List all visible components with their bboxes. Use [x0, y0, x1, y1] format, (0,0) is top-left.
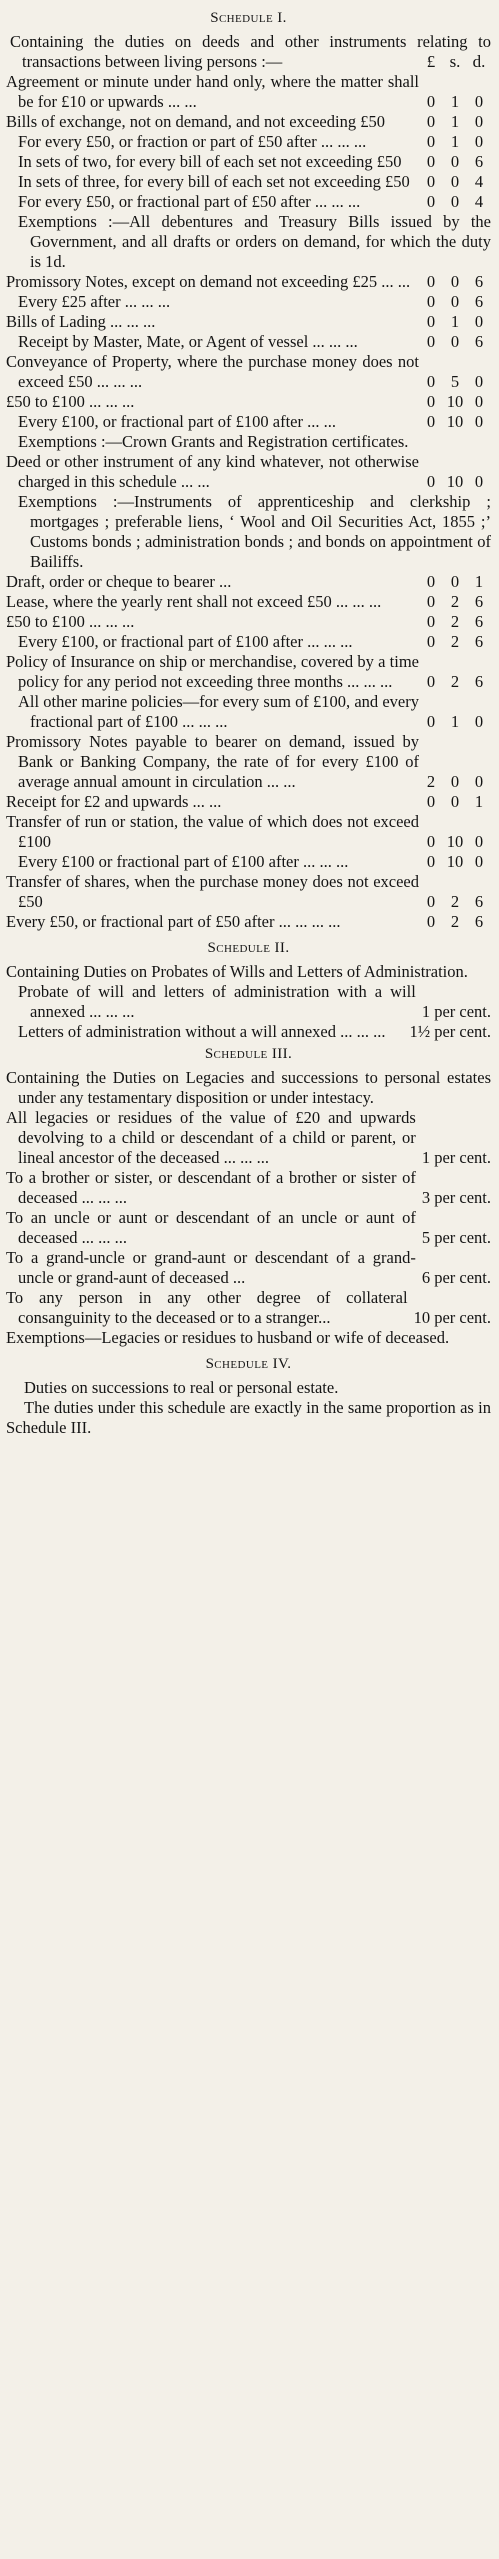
- schedule-3-items: [6, 1108, 491, 1348]
- schedule-item: [6, 812, 491, 852]
- shillings-value: 0: [450, 332, 460, 351]
- item-description: Exemptions :—All debentures and Treasury Bills issued by the Government, and all drafts or orders on demand, for which the duty is 1d.: [18, 212, 491, 271]
- pence-value: 4: [474, 172, 484, 191]
- schedule-item: [6, 632, 491, 652]
- item-description: Transfer of shares, when the purchase money does not exceed £50: [6, 872, 419, 911]
- item-amount: [419, 572, 491, 592]
- item-amount: [419, 632, 491, 652]
- pence-value: 0: [474, 132, 484, 151]
- item-description: All other marine policies—for every sum of £100, and every fractional part of £100 ... ... ...: [18, 692, 419, 731]
- pence-value: 0: [474, 392, 484, 411]
- shillings-value: 2: [450, 672, 460, 691]
- item-amount: [419, 112, 491, 132]
- item-rate: 5 per cent.: [421, 1228, 491, 1247]
- shillings-value: 0: [450, 292, 460, 311]
- item-amount: [419, 332, 491, 352]
- pence-value: 1: [474, 572, 484, 591]
- shillings-value: 0: [450, 152, 460, 171]
- schedule-item: [6, 792, 491, 812]
- item-description: Bills of exchange, not on demand, and not exceeding £50: [6, 112, 385, 131]
- item-description: Bills of Lading ... ... ...: [6, 312, 156, 331]
- schedule-item: [6, 412, 491, 432]
- pounds-value: 0: [426, 372, 436, 391]
- schedule-2-items: [6, 982, 491, 1042]
- schedule-item: [6, 1022, 491, 1042]
- item-amount: [419, 792, 491, 812]
- schedule-item: [6, 332, 491, 352]
- pence-value: 0: [474, 772, 484, 791]
- item-description: Letters of administration without a will annexed ... ... ...: [18, 1022, 386, 1041]
- item-amount: [419, 712, 491, 732]
- shillings-column-header: s.: [449, 52, 461, 71]
- schedule-item: [6, 392, 491, 412]
- item-description: £50 to £100 ... ... ...: [6, 612, 135, 631]
- item-description: Exemptions—Legacies or residues to husband or wife of deceased.: [6, 1328, 450, 1347]
- item-description: Transfer of run or station, the value of which does not exceed £100: [6, 812, 419, 851]
- item-amount: [419, 892, 491, 912]
- item-amount: [419, 852, 491, 872]
- pence-value: 0: [474, 112, 484, 131]
- pounds-value: 0: [426, 912, 436, 931]
- item-description: Every £100 or fractional part of £100 after ... ... ...: [18, 852, 349, 871]
- schedule-2-heading: Schedule II.: [207, 940, 290, 956]
- item-description: Policy of Insurance on ship or merchandise, covered by a time policy for any period not exceeding three months ... ... ...: [6, 652, 419, 691]
- schedule-item: [6, 492, 491, 572]
- schedule-item: [6, 652, 491, 692]
- schedule-item: [6, 212, 491, 272]
- item-description: Receipt for £2 and upwards ... ...: [6, 792, 222, 811]
- item-amount: [419, 832, 491, 852]
- item-description: Every £25 after ... ... ...: [18, 292, 171, 311]
- pence-value: 0: [474, 92, 484, 111]
- schedule-item: [6, 72, 491, 112]
- item-description: Conveyance of Property, where the purchase money does not exceed £50 ... ... ...: [6, 352, 419, 391]
- schedule-item: [6, 1168, 491, 1208]
- pence-value: 1: [474, 792, 484, 811]
- item-description: Exemptions :—Crown Grants and Registration certificates.: [18, 432, 409, 451]
- shillings-value: 2: [450, 592, 460, 611]
- item-description: To an uncle or aunt or descendant of an uncle or aunt of deceased ... ... ...: [6, 1208, 416, 1247]
- item-amount: [419, 772, 491, 792]
- item-description: Lease, where the yearly rent shall not exceed £50 ... ... ...: [6, 592, 382, 611]
- item-amount: [419, 472, 491, 492]
- shillings-value: 0: [450, 792, 460, 811]
- item-amount: [419, 272, 491, 292]
- schedule-4: [6, 1354, 491, 1438]
- item-description: All legacies or residues of the value of £20 and upwards devolving to a child or descendant of a child or parent, or lineal ancestor of the deceased ... ... ...: [6, 1108, 416, 1167]
- pounds-value: 0: [426, 672, 436, 691]
- item-description: Promissory Notes, except on demand not exceeding £25 ... ...: [6, 272, 411, 291]
- item-amount: [419, 192, 491, 212]
- item-amount: [419, 392, 491, 412]
- schedule-item: [6, 292, 491, 312]
- shillings-value: 5: [450, 372, 460, 391]
- schedule-item: [6, 172, 491, 192]
- item-description: For every £50, or fraction or part of £50 after ... ... ...: [18, 132, 367, 151]
- schedule-4-note: The duties under this schedule are exactly in the same proportion as in Schedule III.: [6, 1398, 491, 1437]
- schedule-item: [6, 352, 491, 392]
- item-description: In sets of three, for every bill of each set not exceeding £50: [18, 172, 410, 191]
- item-description: Exemptions :—Instruments of apprenticeship and clerkship ; mortgages ; preferable liens, ‘ Wool and Oil Securities Act, 1855 ;’ Customs bonds ; administration bonds ; and bonds on appointment of Bailiffs.: [18, 492, 491, 571]
- schedule-3-intro: Containing the Duties on Legacies and successions to personal estates under any testamentary disposition or under intestacy.: [6, 1068, 491, 1107]
- schedule-4-heading: Schedule IV.: [205, 1356, 292, 1372]
- item-amount: [419, 92, 491, 112]
- schedule-item: [6, 1248, 491, 1288]
- item-description: In sets of two, for every bill of each set not exceeding £50: [18, 152, 402, 171]
- pounds-value: 0: [426, 592, 436, 611]
- pence-value: 6: [474, 292, 484, 311]
- item-amount: [419, 672, 491, 692]
- pence-value: 0: [474, 852, 484, 871]
- shillings-value: 2: [450, 912, 460, 931]
- pence-value: 6: [474, 912, 484, 931]
- shillings-value: 1: [450, 112, 460, 131]
- schedule-item: [6, 982, 491, 1022]
- shillings-value: 10: [446, 472, 464, 491]
- schedule-1-heading: Schedule I.: [210, 10, 287, 26]
- item-description: Probate of will and letters of administration with a will annexed ... ... ...: [18, 982, 416, 1021]
- pounds-value: 2: [426, 772, 436, 791]
- schedule-2-intro: Containing Duties on Probates of Wills and Letters of Administration.: [6, 962, 468, 981]
- schedule-item: [6, 872, 491, 912]
- pence-value: 0: [474, 472, 484, 491]
- schedule-3: [6, 1044, 491, 1348]
- item-description: Deed or other instrument of any kind whatever, not otherwise charged in this schedule ... ...: [6, 452, 419, 491]
- item-rate: 3 per cent.: [421, 1188, 491, 1207]
- pounds-value: 0: [426, 92, 436, 111]
- item-description: To a brother or sister, or descendant of a brother or sister of deceased ... ... ...: [6, 1168, 416, 1207]
- item-rate: 6 per cent.: [421, 1268, 491, 1287]
- pounds-value: 0: [426, 792, 436, 811]
- item-rate: 1 per cent.: [421, 1148, 491, 1167]
- shillings-value: 0: [450, 192, 460, 211]
- shillings-value: 0: [450, 572, 460, 591]
- pounds-value: 0: [426, 192, 436, 211]
- item-rate: 1 per cent.: [421, 1002, 491, 1021]
- item-rate: 10 per cent.: [413, 1308, 491, 1327]
- item-description: To a grand-uncle or grand-aunt or descendant of a grand-uncle or grand-aunt of deceased ...: [6, 1248, 416, 1287]
- pounds-value: 0: [426, 292, 436, 311]
- pounds-value: 0: [426, 172, 436, 191]
- item-description: To any person in any other degree of collateral consanguinity to the deceased or to a stranger...: [6, 1288, 408, 1327]
- pounds-value: 0: [426, 612, 436, 631]
- schedule-item: [6, 152, 491, 172]
- item-amount: [419, 172, 491, 192]
- schedule-item: [6, 132, 491, 152]
- shillings-value: 10: [446, 412, 464, 431]
- shillings-value: 0: [450, 272, 460, 291]
- shillings-value: 1: [450, 312, 460, 331]
- pence-value: 0: [474, 412, 484, 431]
- pounds-value: 0: [426, 892, 436, 911]
- pounds-column-header: £: [426, 52, 436, 71]
- item-description: Every £100, or fractional part of £100 after ... ... ...: [18, 632, 353, 651]
- pence-column-header: d.: [472, 52, 486, 71]
- pence-value: 0: [474, 712, 484, 731]
- pence-value: 6: [474, 272, 484, 291]
- schedule-item: [6, 1288, 491, 1328]
- schedule-item: [6, 1208, 491, 1248]
- pence-value: 0: [474, 372, 484, 391]
- pounds-value: 0: [426, 412, 436, 431]
- schedule-2: [6, 938, 491, 1042]
- item-description: Every £100, or fractional part of £100 after ... ...: [18, 412, 336, 431]
- pounds-value: 0: [426, 472, 436, 491]
- schedule-item: [6, 692, 491, 732]
- schedule-item: [6, 592, 491, 612]
- shillings-value: 0: [450, 172, 460, 191]
- schedule-item: [6, 1328, 491, 1348]
- item-amount: [419, 152, 491, 172]
- schedule-item: [6, 112, 491, 132]
- pounds-value: 0: [426, 632, 436, 651]
- pounds-value: 0: [426, 112, 436, 131]
- item-amount: [419, 912, 491, 932]
- pounds-value: 0: [426, 572, 436, 591]
- pence-value: 4: [474, 192, 484, 211]
- item-amount: [419, 412, 491, 432]
- pence-value: 6: [474, 332, 484, 351]
- schedule-item: [6, 1108, 491, 1168]
- pounds-value: 0: [426, 832, 436, 851]
- item-amount: [419, 612, 491, 632]
- pence-value: 6: [474, 612, 484, 631]
- schedule-1-intro: Containing the duties on deeds and other instruments relating to transactions between living persons :—: [10, 32, 491, 71]
- pounds-value: 0: [426, 332, 436, 351]
- pounds-value: 0: [426, 392, 436, 411]
- item-description: Promissory Notes payable to bearer on demand, issued by Bank or Banking Company, the rate of for every £100 of average annual amount in circulation ... ...: [6, 732, 419, 791]
- item-description: Agreement or minute under hand only, where the matter shall be for £10 or upwards ... ...: [6, 72, 419, 111]
- pounds-value: 0: [426, 312, 436, 331]
- item-description: £50 to £100 ... ... ...: [6, 392, 135, 411]
- pence-value: 6: [474, 152, 484, 171]
- item-amount: [419, 592, 491, 612]
- item-description: For every £50, or fractional part of £50 after ... ... ...: [18, 192, 361, 211]
- item-rate: 1½ per cent.: [409, 1022, 491, 1041]
- shillings-value: 2: [450, 892, 460, 911]
- pence-value: 6: [474, 892, 484, 911]
- schedule-item: [6, 572, 491, 592]
- pence-value: 6: [474, 672, 484, 691]
- item-amount: [419, 292, 491, 312]
- schedule-item: [6, 272, 491, 292]
- pence-value: 0: [474, 832, 484, 851]
- schedule-item: [6, 912, 491, 932]
- shillings-value: 2: [450, 632, 460, 651]
- item-amount: [419, 312, 491, 332]
- schedule-1: [6, 8, 491, 932]
- shillings-value: 2: [450, 612, 460, 631]
- pence-value: 6: [474, 632, 484, 651]
- schedule-3-heading: Schedule III.: [204, 1046, 293, 1062]
- pounds-value: 0: [426, 152, 436, 171]
- shillings-value: 1: [450, 132, 460, 151]
- schedule-4-intro: Duties on successions to real or personal estate.: [24, 1378, 339, 1397]
- pounds-value: 0: [426, 852, 436, 871]
- schedule-1-items: [6, 72, 491, 932]
- schedule-item: [6, 312, 491, 332]
- shillings-value: 0: [450, 772, 460, 791]
- schedule-item: [6, 612, 491, 632]
- pence-value: 0: [474, 312, 484, 331]
- shillings-value: 1: [450, 712, 460, 731]
- shillings-value: 10: [446, 832, 464, 851]
- item-description: Draft, order or cheque to bearer ...: [6, 572, 232, 591]
- schedule-item: [6, 432, 491, 452]
- item-amount: [419, 132, 491, 152]
- schedule-item: [6, 732, 491, 792]
- pounds-value: 0: [426, 712, 436, 731]
- schedule-item: [6, 452, 491, 492]
- pounds-value: 0: [426, 272, 436, 291]
- shillings-value: 10: [446, 392, 464, 411]
- pence-value: 6: [474, 592, 484, 611]
- schedule-item: [6, 192, 491, 212]
- pounds-value: 0: [426, 132, 436, 151]
- item-description: Receipt by Master, Mate, or Agent of vessel ... ... ...: [18, 332, 358, 351]
- schedule-item: [6, 852, 491, 872]
- item-description: Every £50, or fractional part of £50 after ... ... ... ...: [6, 912, 341, 931]
- shillings-value: 10: [446, 852, 464, 871]
- shillings-value: 1: [450, 92, 460, 111]
- item-amount: [419, 372, 491, 392]
